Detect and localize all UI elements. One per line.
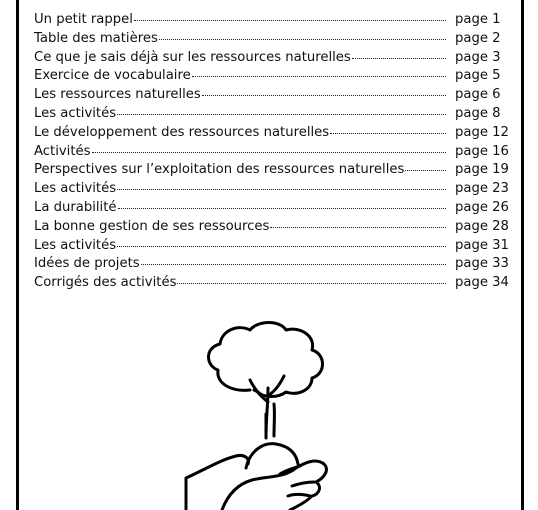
dot-leader [192, 76, 446, 77]
hand-back [186, 455, 248, 510]
toc-entry-title: Corrigés des activités [34, 275, 177, 291]
toc-entry-title: La bonne gestion de ses ressources [34, 218, 270, 234]
tree-crown [209, 323, 323, 397]
toc-entry-title: Table des matières [34, 30, 158, 46]
dot-leader [118, 208, 447, 209]
toc-entry-page: page 2 [455, 30, 501, 46]
toc-entry[interactable] [34, 180, 510, 199]
hand-front [222, 461, 326, 510]
toc-entry-title: Les activités [34, 105, 117, 121]
toc-entry-title: Le développement des ressources naturelles [34, 124, 330, 140]
toc-entry[interactable] [34, 255, 510, 274]
toc-entry-page: page 34 [455, 275, 509, 291]
page-border-right [521, 0, 524, 510]
toc-entry-title: Un petit rappel [34, 12, 133, 27]
toc-entry[interactable] [34, 199, 510, 218]
toc-entry[interactable] [34, 11, 510, 30]
dot-leader [270, 227, 446, 228]
toc-entry[interactable] [34, 161, 510, 180]
toc-entry-page: page 31 [455, 237, 509, 253]
toc-entry-title: Ce que je sais déjà sur les ressources naturelles [34, 49, 351, 65]
table-of-contents [34, 11, 510, 293]
toc-entry-title: La durabilité [34, 199, 117, 215]
toc-entry[interactable] [34, 274, 510, 293]
toc-entry-page: page 19 [455, 162, 509, 178]
toc-entry-title: Activités [34, 143, 91, 159]
toc-entry[interactable] [34, 30, 510, 49]
toc-entry[interactable] [34, 49, 510, 68]
dot-leader [117, 189, 446, 190]
dot-leader [352, 58, 446, 59]
toc-entry-page: page 12 [455, 124, 509, 140]
toc-entry-title: Les activités [34, 237, 117, 253]
toc-entry[interactable] [34, 86, 510, 105]
toc-entry[interactable] [34, 143, 510, 162]
dot-leader [134, 20, 446, 21]
dot-leader [159, 39, 446, 40]
dot-leader [92, 152, 447, 153]
toc-entry-page: page 16 [455, 143, 509, 159]
toc-entry-title: Exercice de vocabulaire [34, 68, 191, 84]
toc-entry-title: Perspectives sur l’exploitation des ressources naturelles [34, 162, 405, 178]
toc-entry-page: page 33 [455, 256, 509, 272]
toc-entry-page: page 8 [455, 105, 501, 121]
hand-fingers [280, 466, 314, 496]
toc-entry-title: Idées de projets [34, 256, 140, 272]
dot-leader [330, 133, 446, 134]
page-border-left [16, 0, 19, 510]
tree-in-hand-icon [180, 318, 340, 510]
toc-entry-title: Les ressources naturelles [34, 87, 201, 103]
soil-mound [246, 444, 298, 468]
toc-entry[interactable] [34, 237, 510, 256]
dot-leader [117, 114, 446, 115]
toc-entry-page: page 28 [455, 218, 509, 234]
dot-leader [202, 95, 446, 96]
toc-entry-page: page 26 [455, 199, 509, 215]
toc-entry[interactable] [34, 218, 510, 237]
toc-entry-page: page 5 [455, 68, 501, 84]
dot-leader [405, 170, 446, 171]
toc-entry[interactable] [34, 67, 510, 86]
toc-entry-page: page 6 [455, 87, 501, 103]
toc-entry[interactable] [34, 105, 510, 124]
dot-leader [177, 283, 446, 284]
dot-leader [117, 246, 446, 247]
toc-entry-page: page 1 [455, 12, 501, 27]
toc-entry-page: page 3 [455, 49, 501, 65]
toc-entry-page: page 23 [455, 181, 509, 197]
toc-entry-title: Les activités [34, 181, 117, 197]
dot-leader [141, 264, 446, 265]
toc-entry[interactable] [34, 124, 510, 143]
